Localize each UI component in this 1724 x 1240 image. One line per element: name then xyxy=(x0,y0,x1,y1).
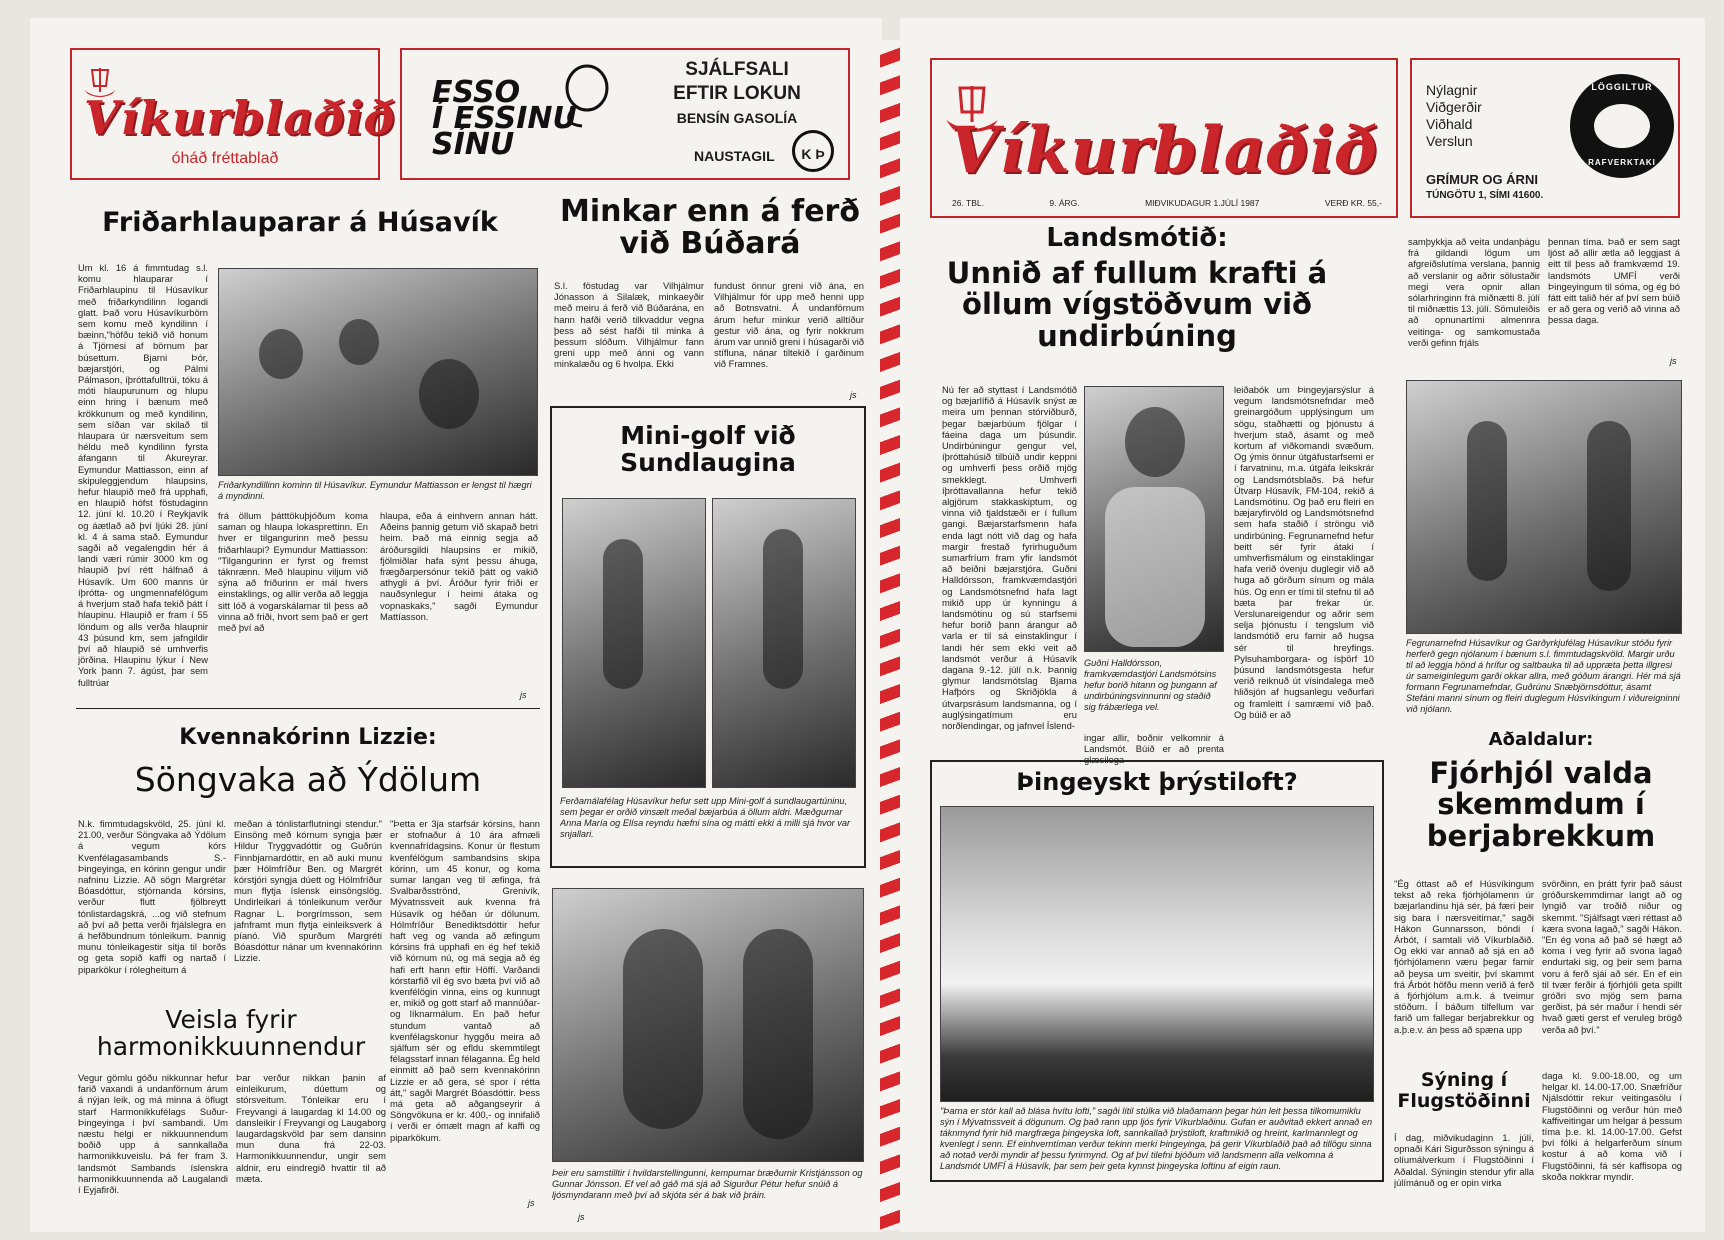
ad-line-1: Nýlagnir xyxy=(1426,82,1478,98)
headline-mink: Minkar enn á ferð við Búðará xyxy=(560,194,860,262)
kicker-choir: Kvennakórinn Lizzie: xyxy=(179,725,437,750)
exhibition-col-1: Í dag, miðvikudaginn 1. júlí, opnaði Kári Sigurðsson sýningu á olíumálverkum í Flugstöðinni í Aðaldal. Sýningin stendur yfir alla júlímánuð og er opin virka xyxy=(1394,1132,1534,1188)
issue-number: 26. TBL. xyxy=(952,198,984,208)
headline-choir: Söngvaka að Ýdölum xyxy=(134,760,482,799)
ad-company: GRÍMUR OG ÁRNI xyxy=(1426,172,1538,187)
landsmot-cont-col-2: þennan tíma. Það er sem sagt ljóst að allir ætla að leggjast á eitt til þess að framkvæmd 19. landsmóts UMFÍ verði Þingeyingum til sóma, og ég bó fátt eitt talið hér af því sem búið er að gera og verið að vinna að þessa daga. xyxy=(1548,236,1680,326)
headline-accordion: Veisla fyrir harmonikkuunnendur xyxy=(96,1005,366,1061)
esso-ad xyxy=(400,48,850,180)
ad-address: TÚNGÖTU 1, SÍMI 41600. xyxy=(1426,190,1544,201)
issue-info xyxy=(952,198,1382,208)
headline-minigolf: Mini-golf við Sundlaugina xyxy=(620,421,796,477)
peace-runners-col-3: hlaupa, eða á einhvern annan hátt. Aðeins þannig getum við skapað betri heim. Það má einnig segja að áróðursgildi hlaupsins er mikið, fjölmiðlar hafa sýnt þessu áhuga, frægðarpersónur tekið þátt og vakið athygli á því. Áróður fyrir friði er nauðsynlegur í heimi átaka og vopnaskaks," sagði Eymundur Mattíasson. xyxy=(380,510,538,622)
minigolf-caption: Ferðamálafélag Húsavíkur hefur sett upp Mini-golf á sundlaugartúninu, sem þegar er orðið vinsælt meðal bæjarbúa á öllum aldri. Mæðgurnar Anna María og Elísa reyndu hæfni sína og máttí ekki á milli sjá hvor var snjallari. xyxy=(560,796,851,839)
steam-photo xyxy=(940,806,1374,1102)
peace-runners-col-1: Um kl. 16 á fimmtudag s.l. komu hlauparar í Friðarhlaupinu til Húsavíkur með friðarkyndilinn logandi glatt. Það voru Húsavíkurbörn sem komu með kyndilinn í bæinn,"höfðu tekið við honum á Tjörnesi af börnum þar búsettum. Bjarni Þór, bæjarstjóri, og Pálmi Pálmason, íþróttafulltrúi, tóku á móti hlaupurunum og hlupu einn hring í bænum með krökkunum og með kyndilinn, sem síðan var skilað til hlaupara úr nærsveitum sem héldu með kyndilinn fyrsta áfangann til Akureyrar. Eymundur Mattiasson, einn af skipuleggjendum hlaupsins, hefur hlaupið með frá upphafi, en hlaupið hófst föstudaginn 12. júní kl. 10.20 í Reykjavík og áætlað að því ljúki 28. júní kl. 4 á sama stað. Eymundur sagði að vegalengdin hér á landi væri rúmir 3000 km og hlaupið því rétt hálfnað á Húsavík. Um 600 manns úr íþrótta- og ungmennafélögum á hverjum stað hafa tekið þátt í hlaupinu. Hlaupið er fram í 55 löndum og alls verða hlaupnir 43 þúsund km, sem jafngildir því að hlaupið sé umhverfis jörðina. Hlaupinu lýkur í New York þann 7. ágúst, þar sem fulltrúar xyxy=(78,262,208,688)
headline-atv: Fjórhjól valda skemmdum í berjabrekkum xyxy=(1426,756,1656,853)
headline-steam: Þingeyskt þrýstiloft? xyxy=(1016,768,1298,796)
choir-col-3: "Þetta er 3ja starfsár kórsins, hann er stofnaður á 10 ára afmæli kvennafrídagsins. Konur úr flestum kvenfélögum sambandsins skipa kórinn, um 45 konur, og koma sumar langan veg til æfinga, frá Svalbarðsströnd, Grenivík, Mývatnssveit auk kvenna frá Húsavík og héðan úr dölunum. Hólmfríður Benediktsdóttir hefur haft veg og vanda að æfingum kórsins frá upphafi en ég hef tekið við kórnum nú, og má segja að ég hafi erft hann eftir Höffí. Varðandi kórstarfið vil ég svo bæta því við að kvenfélögin vinna, eins og kunnugt er, mikið og gott starf að mannúðar- og líknarmálum. En það hefur stundum vantað að kvenfélagskonur hyggðu meira að sjálfum sér og efldu skemmtilegt félagsstarf innan félaganna. Ég held einmitt að það sem kvennakórinn Lizzie er að gera, sé spor í rétta átt," sagði Margrét Bóasdóttir. Þess má geta að aðgangseyrir á Söngvökuna er kr. 400,- og innifalið í verði er ómælt magn af kaffi og piparkökum. xyxy=(390,818,540,1143)
weeding-photo xyxy=(1406,380,1682,634)
esso-slogan-3: SÍNU xyxy=(432,127,515,162)
peace-runners-caption: Friðarkyndillinn kominn til Húsavíkur. Eymundur Mattiasson er lengst til hægri á myndinni. xyxy=(218,480,532,501)
landsmot-col-2a: ingar allir, boðnir velkomnir á Landsmót. Búið er að prenta glæsilega xyxy=(1084,732,1224,766)
landsmot-cont-col-1: samþykkja að veita undanþágu frá gildandi lögum um afgreiðslutíma verslana, þannig að verslanir og aðrir sölustaðir megi vera opnir allan sólarhringinn frá miðnætti 8. júlí til miðnættis 13. júlí. Sömuleiðis að opnunartími almennra veitinga- og samkomustaða verði gefinn frjáls xyxy=(1408,236,1540,348)
choir-col-1: N.k. fimmtudagskvöld, 25. júní kl. 21.00, verður Söngvaka að Ýdölum á vegum kórs Kvenfélagasambands S.-Þingeyinga, en kórinn gengur undir nafninu Lizzie. Að sögn Margrétar Bóasdóttur, stjórnanda kórsins, verður flutt fjölbreytt tónlistardagskrá, ...og við stefnum að því að þetta verði frjálslegra en á hefðbundnum tónleikum. Þannig munu tónleikagestir sitja til borðs og geta sopið kaffi og nartað í piparkökur í rólegheitum á xyxy=(78,818,226,975)
minigolf-box xyxy=(550,406,866,868)
landsmot-col-1: Nú fer að styttast í Landsmótið og bæjarlífið á Húsavík snýst æ meira um þennan stórviðburð, þegar bæjarbúum fjölgar í fáeina daga um þúsundir. Undirbúningur gengur vel, íþróttahúsið tilbúið undir keppni og umhverfi þess orðið mjög smekklegt. Umhverfi íþróttavallanna hefur tekið algjörum stakkaskiptum, og vinna við tjaldstæði er í fullum gangi. Bæjarstarfsmenn hafa enda lagt nótt við dag og hafa margir frestað fyrirhuguðum sumarfríum fram yfir landsmót að beiðni bæjarstjóra. Guðni Halldórsson, framkvæmdastjóri og Landsmótsnefnd hafa lagt mikið upp úr kynningu á landsmótinu og sú starfsemi hefur borið þann árangur að varla er til sá einstaklingur í landi hér sem ekki veit að landsmót verður á Húsavík dagana 9.-12. júlí n.k. Þannig glymur landsmótslag Bjarna Hafþórs og Skriðjökla á útvarpsrásum landsmanna, og í auglýsingatímum eru norðlendingar, og jafnvel Íslend- xyxy=(942,384,1077,732)
mink-sign: js xyxy=(850,390,857,400)
landsmot-col-3: leiðabók um Þingeyjarsýslur á vegum landsmótsnefndar með greinargóðum upplýsingum um sögu, staðhætti og þjónustu á hverjum stað, ásamt og með kortum af viðkomandi svæðum. Og ýmis önnur útgáfustarfsemi er í farvatninu, m.a. útgáfa leikskrár og Landsmótsblaðs. Þá hefur Útvarp Húsavík, FM-104, rekið á Landsmótinu. Og það eru fleiri en bæjaryfirvöld og Landsmótsnefnd sem hafa staðið í ströngu við undirbúning. Fegrunarnefnd hefur beitt sér fyrir átaki í umhverfismálum og einstaklingar hafa verið óvenju duglegir við að huga að görðum sínum og mála hús. Og enn er tími til stefnu til að bæta þar frekar úr. Verslunareigendur og aðrir sem selja þjónustu í tengslum við landsmótið eru farnir að hugsa sér til hreyfings. Pylsuhamborgara- og ísþörf 10 þúsund landsmótsgesta hefur verið reiknuð út vísindalega með hliðsjón af hugsanlegu veðurfari og framleitt í samræmi við það. Og búið er að xyxy=(1234,384,1374,720)
esso-slogan-1: ESSO xyxy=(432,75,521,110)
issue-price: VERÐ KR. 55,- xyxy=(1324,198,1382,208)
esso-drop-icon xyxy=(552,60,622,130)
ad-line-3: Viðhald xyxy=(1426,116,1473,132)
headline-peace-runners: Friðarhlauparar á Húsavík xyxy=(102,207,498,238)
exhibition-col-2: daga kl. 9.00-18.00, og um helgar kl. 14.00-17.00. Snæfríður Njálsdóttir rekur veitingasölu í Flugstöðinni og verður hún með kaffiveitingar um helgar á þessum tíma þ.e. kl. 14.00-17.00. Gefst því fólki á helgarferðum sínum kostur á að koma við í Flugstöðinni, fá sér kaffisopa og skoða nokkrar myndir. xyxy=(1542,1070,1682,1182)
steam-caption: "Þarna er stór kall að blása hvítu lofti," sagði lítil stúlka við blaðamann þegar hún leit þessa tilkomumiklu sýn í Mývatnssveit á dögunum. Og það rann upp ljós fyrir Víkurblaðinu. Gufan er auðvitað ekkert annað en táknmynd fyrir hið margfræga þingeyska loft, sannkallað þrýstiloft, kraftmikið og hreint, karlmannlegt og kvenlegt í senn. Ef einhverntíman verður tekinn merki Þingeyinga, þá gerir Víkurblaðið það að tillögu sinna að notað verði myndir af þessu fyrirmynd. Og af því tilefni bjóðum við landsmenn alla velkomna á Landsmót UMFÍ á Húsavík, þar sem þeir geta kynnst þingeyska loftinu af eigin raun. xyxy=(940,1106,1373,1171)
choir-sign: js xyxy=(528,1198,535,1208)
esso-line-1: SJÁLFSALI xyxy=(685,59,789,80)
kicker-atv: Aðaldalur: xyxy=(1488,729,1594,750)
peace-runners-col-2: frá öllum þátttökuþjóðum koma saman og hlaupa lokasprettinn. En hver er tilgangurinn með þessu friðarhlaupi? Eymundur Mattiasson: "Tilgangurinn er fyrst og fremst táknrænn. Með hlaupinu viljum við sýna að friðurinn er mál hvers einstaklings, og allir verða að leggja sitt lóð á vogarskálarnar til þess að vinna að friði, hvort sem það er gert með því að xyxy=(218,510,368,634)
kth-logo-icon: K Þ xyxy=(792,130,834,172)
landsmot-caption: Guðni Halldórsson, framkvæmdastjóri Landsmótsins hefur borið hitann og þungann af undirbúningsvinnunni og staðið sig frábærlega vel. xyxy=(1084,658,1217,712)
peace-runners-sign: js xyxy=(520,690,527,700)
right-page xyxy=(900,18,1705,1232)
masthead-left xyxy=(70,48,396,180)
kicker-landsmot: Landsmótið: xyxy=(1046,223,1228,253)
minigolf-photo-1 xyxy=(562,498,706,788)
weeding-caption: Fegrunarnefnd Húsavíkur og Garðyrkjufélag Húsavíkur stóðu fyrir herferð gegn njólanum í bænum s.l. fimmtudagskvöld. Margir urðu til að leggja hönd á hrífur og saltbauka til að uppræta þetta illgresi úr sameiginlegum garði okkar allra, með góðum árangri. Hér má sjá formann Fegrunarnefndar, Guðrúnu Snæbjörnsdóttur, ásamt Stefáni manni sínum og fleiri duglegum Húsvíkingum í viðureigninni við njólann. xyxy=(1406,638,1681,714)
electrician-ad xyxy=(1410,58,1680,218)
electrician-seal-icon xyxy=(1570,74,1674,178)
issue-date: MIÐVIKUDAGUR 1.JÚLÍ 1987 xyxy=(1145,198,1260,208)
mink-col-2: fundust önnur greni við ána, en Vilhjálmur fór upp með henni upp að Botnsvatni. Á undanförnum árum hefur minkur verið alltíður gestur við ána, og fyrir nokkrum árum var unnið greni í húsagarði við stífluna, nánar tiltekið í garðinum við Framnes. xyxy=(714,280,864,370)
landsmot-sign: js xyxy=(1670,356,1677,366)
choir-col-2: meðan á tónlistarflutningi stendur." Einsöng með kórnum syngja þær Hildur Tryggvadóttir og Guðrún Finnbjarnardóttir, en að auki munu þær Hólmfríður Ben. og Margrét kórstjóri syngja dúett og Hólmfríður mun flytja íslensk einsöngslög. Undirleikari á tónleikunum verður Ragnar L. Þorgrímsson, sem jafnframt mun flytja einleiksverk á píanó. Við spurðum Margréti Bóasdóttur nánar um kvennakórinn Lizzie. xyxy=(234,818,382,964)
accordion-col-2: Þar verður nikkan þanin af einleikurum, dúettum og stórsveitum. Tónleikar eru í Freyvangi á laugardag kl 14.00 og dansleikir í Freyvangi og Laugaborg laugardagskvöld þar sem dansinn mun duna frá 22-03. Harmonikkuunnendur, ungir sem aldnir, eru eindregið hvattir til að mæta. xyxy=(236,1072,386,1184)
masthead-title-right: Víkurblaðið xyxy=(949,113,1379,188)
masthead-tagline: óháð fréttablað xyxy=(171,150,279,167)
seal-top-text: LÖGGILTUR xyxy=(1591,82,1653,92)
seal-bottom-text: RAFVERKTAKI xyxy=(1588,158,1656,167)
esso-location: NAUSTAGIL xyxy=(694,148,775,164)
atv-col-2: svörðinn, en þrátt fyrir það sáust gróðurskemmdirnar langt að og lyngið var troðið niður og skemmt. "Sjálfsagt væri réttast að kæra svona lagað," sagði Hákon. "En ég vona að það sé hægt að koma í veg fyrir að svona lagað endurtaki sig, og þeir sem þarna voru á ferð sjái að sér. En ef ein til tvær ferðir á fjórhjóli geta spillt gróðri svo mjög sem þarna gerðist, þá sér maður í hendi sér hvað gæti gerst ef veruleg brögð verða að því." xyxy=(1542,878,1682,1035)
old-men-photo xyxy=(552,888,864,1162)
divider xyxy=(76,708,540,709)
steam-box xyxy=(930,760,1384,1182)
headline-exhibition: Sýning í Flugstöðinni xyxy=(1397,1069,1531,1112)
accordion-col-1: Vegur gömlu góðu nikkunnar hefur farið vaxandi á undanförnum árum á nýjan leik, og má minna á öflugt starf Harmonikkufélags Suður-Þingeyinga í því sambandi. Um næstu helgi er nikkuunnendum boðið upp á sannkallaða harmonikkuveislu. Þá fer fram 3. landsmót Sambands íslenskra harmonikkuunnenda að Laugalandi í Eyjafirði. xyxy=(78,1072,228,1196)
landsmot-photo xyxy=(1084,386,1224,652)
old-men-caption: Þeir eru samstilltir í hvildarstellingunni, kempurnar bræðurnir Kristjánsson og Gunnar Jónsson. Ef vel að gáð má sjá að Sigurður Pétur hefur snúið á ljósmyndarann með því að skjóta sér á bak við þráin. xyxy=(552,1168,863,1200)
esso-slogan-2: Í ESSINU xyxy=(432,101,577,136)
old-men-sign: js xyxy=(578,1212,585,1222)
ad-line-4: Verslun xyxy=(1426,133,1473,149)
masthead-title: Víkurblaðið xyxy=(84,91,396,145)
minigolf-photo-2 xyxy=(712,498,856,788)
mink-col-1: S.l. föstudag var Vilhjálmur Jónasson á Silalæk, minkaeyðir með meiru á ferð við Búðarána, en hann hafði verið tilkvaddur vegna þess að sést hafði til minka á þessum slóðum. Vilhjálmur fann greni upp með ánni og vann minkalæðu og 6 hvolpa. Ekki xyxy=(554,280,704,370)
peace-runners-photo xyxy=(218,268,538,476)
atv-col-1: "Ég óttast að ef Húsvíkingum tekst að reka fjórhjólamenn úr bæjarlandinu hjá sér, þá færi þeir sig bara í nærsveitirnar," sagði Hákon Gunnarsson, bóndi í Árbót, í samtali við Víkurblaðið. Og ekki var annað að sjá en að fjórhjólamenn væru þegar farnir að þeysa um sveitir, því skammt frá Árbót höfðu menn verið á ferð á fjórhjólum a.m.k. á tveimur stöðum. Í báðum tilfellum var farið um fallegar berjabrekkur og a.þ.e.v. án þess að spæna upp xyxy=(1394,878,1534,1035)
ad-line-2: Viðgerðir xyxy=(1426,99,1482,115)
issue-year: 9. ÁRG. xyxy=(1049,198,1080,208)
esso-line-2: EFTIR LOKUN xyxy=(673,83,801,104)
headline-landsmot: Unnið af fullum krafti á öllum vígstöðvum við undirbúning xyxy=(946,256,1328,353)
esso-line-3: BENSÍN GASOLÍA xyxy=(676,110,798,126)
left-page xyxy=(30,18,882,1232)
center-gutter xyxy=(880,40,902,1230)
masthead-right xyxy=(930,58,1398,218)
